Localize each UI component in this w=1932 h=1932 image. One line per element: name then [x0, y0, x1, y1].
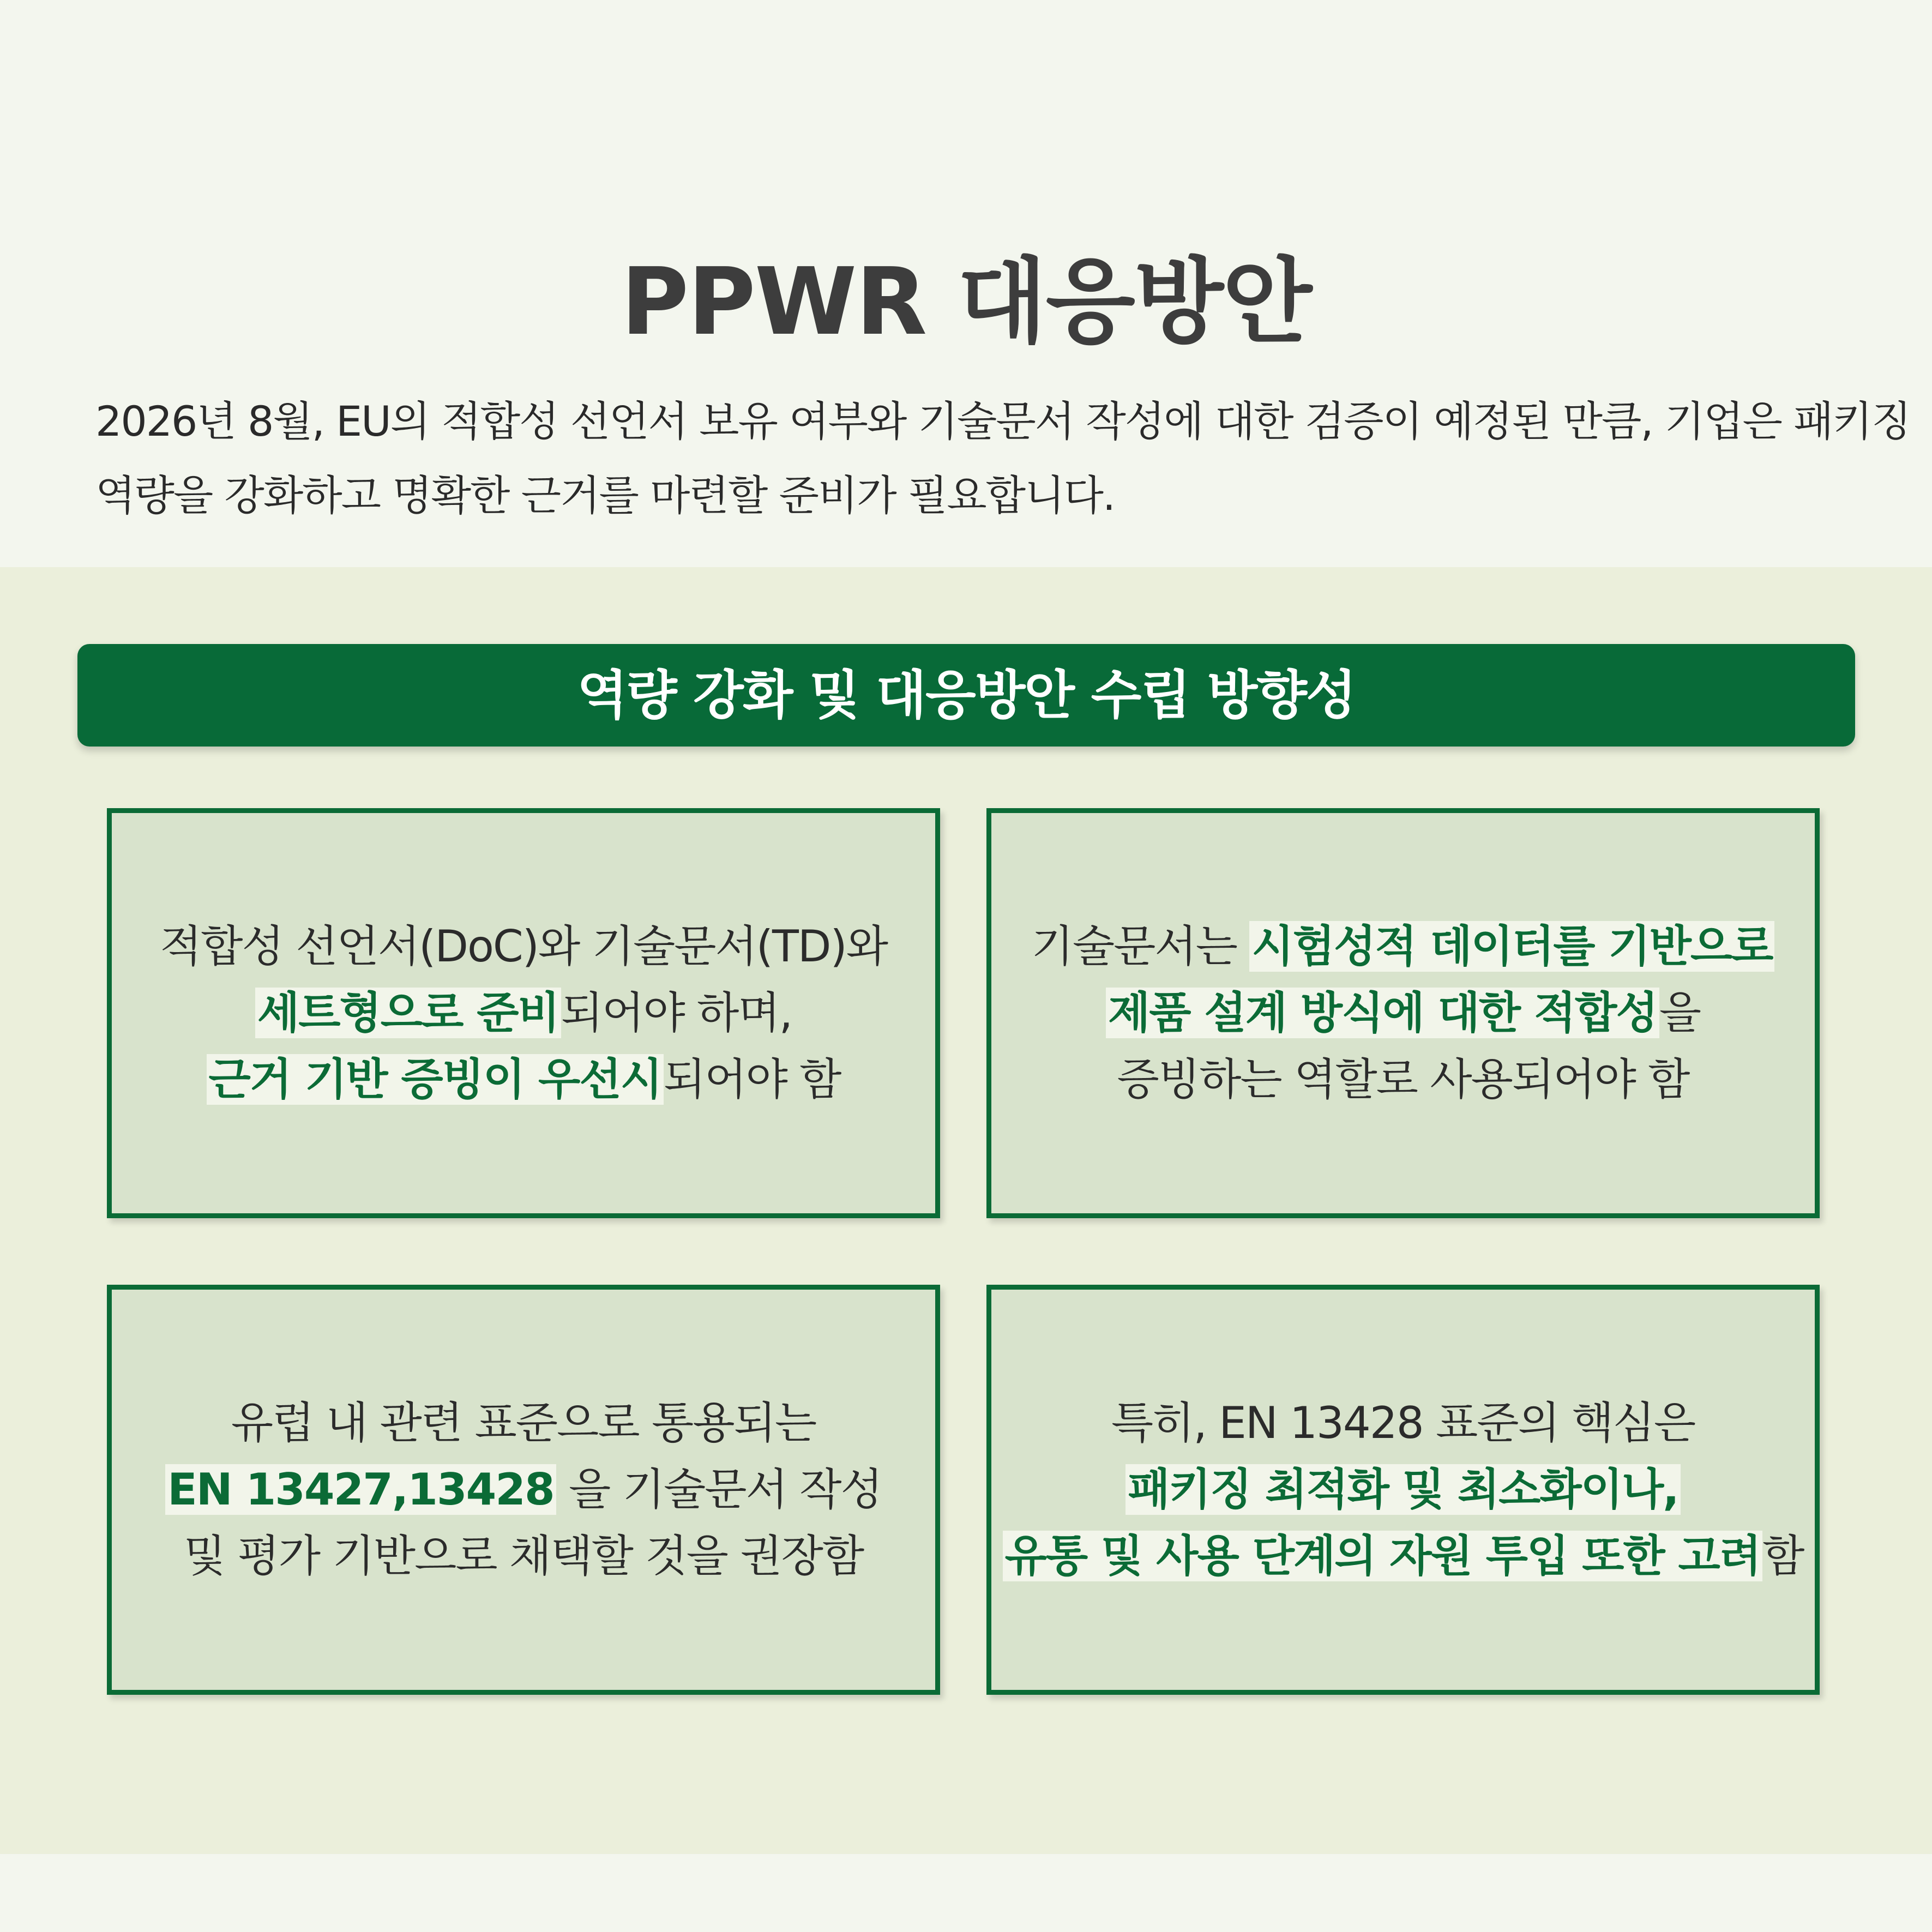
strategy-card-en13428: [986, 1285, 1820, 1695]
highlight-text: 시험성적 데이터를 기반으로: [1249, 921, 1774, 972]
card-line: [991, 913, 1815, 980]
card-text: [112, 1390, 935, 1590]
card-line: 증빙하는 역할로 사용되어야 함: [1117, 1054, 1689, 1105]
highlight-text: 근거 기반 증빙이 우선시: [207, 1054, 664, 1105]
card-text-segment: 되어야 하며,: [561, 988, 792, 1038]
card-text-segment: 기술문서는: [1031, 921, 1250, 972]
highlight-text: 세트형으로 준비: [255, 988, 561, 1038]
card-line: [112, 1046, 935, 1113]
card-line: 적합성 선언서(DoC)와 기술문서(TD)와: [160, 921, 887, 972]
highlight-text: 유통 및 사용 단계의 자원 투입 또한 고려: [1003, 1531, 1762, 1581]
intro-line: 역량을 강화하고 명확한 근거를 마련할 준비가 필요합니다.: [95, 471, 1115, 520]
card-line: [991, 1523, 1815, 1590]
card-line: [112, 980, 935, 1046]
section-banner: 역량 강화 및 대응방안 수립 방향성: [77, 644, 1855, 747]
highlight-text: 제품 설계 방식에 대한 적합성: [1106, 988, 1659, 1038]
card-text: [991, 913, 1815, 1113]
strategy-card-doc-td: [107, 808, 940, 1218]
card-line: 및 평가 기반으로 채택할 것을 권장함: [183, 1531, 864, 1581]
card-text-segment: 되어야 함: [663, 1054, 841, 1105]
card-line: [991, 980, 1815, 1046]
card-text-segment: 을 기술문서 작성: [556, 1464, 882, 1515]
strategy-card-technical-document: [986, 808, 1820, 1218]
card-text: [991, 1390, 1815, 1590]
card-line: [112, 1456, 935, 1523]
strategy-card-en-standards: [107, 1285, 940, 1695]
highlight-text: 패키징 최적화 및 최소화이나,: [1126, 1464, 1680, 1515]
card-text-segment: 을: [1659, 988, 1701, 1038]
card-line: 유럽 내 관련 표준으로 통용되는: [231, 1398, 816, 1448]
highlight-text: EN 13427,13428: [165, 1464, 556, 1515]
card-text-segment: 함: [1762, 1531, 1804, 1581]
intro-line: 2026년 8월, EU의 적합성 선언서 보유 여부와 기술문서 작성에 대한 검증이 예정된 만큼, 기업은 패키징: [95, 397, 1911, 446]
card-line: [991, 1456, 1815, 1523]
card-line: 특히, EN 13428 표준의 핵심은: [1111, 1398, 1695, 1448]
card-text: [112, 913, 935, 1113]
intro-paragraph: [95, 384, 1911, 533]
page-title: PPWR 대응방안: [621, 248, 1311, 356]
